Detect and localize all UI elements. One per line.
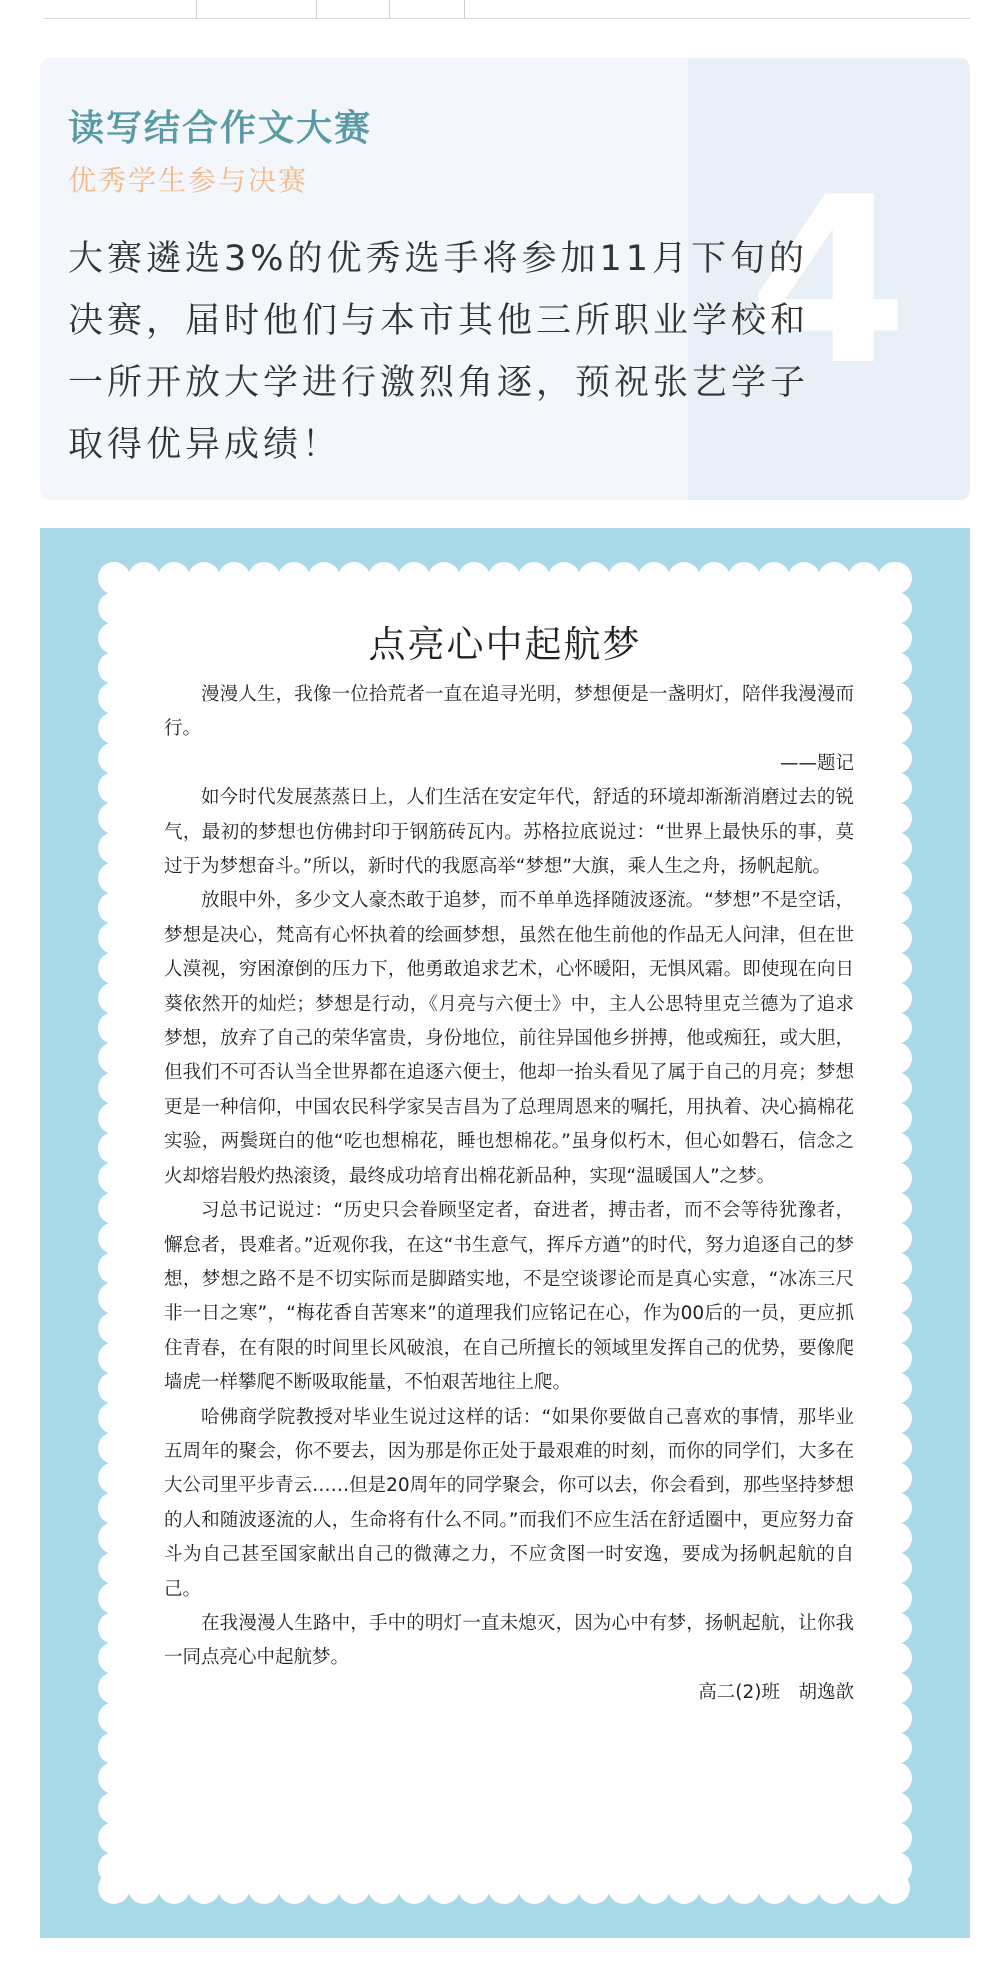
- essay-paragraph: 哈佛商学院教授对毕业生说过这样的话：“如果你要做自己喜欢的事情，那毕业五周年的聚会，你不要去，因为那是你正处于最艰难的时刻，而你的同学们，大多在大公司里平步青云……但是20周年的同学聚会，你可以去，你会看到，那些坚持梦想的人和随波逐流的人，生命将有什么不同。”而我们不应生活在舒适圈中，更应努力奋斗为自己甚至国家献出自己的微薄之力，不应贪图一时安逸，要成为扬帆起航的自己。: [164, 1406, 854, 1600]
- essay-body: [164, 678, 854, 1710]
- essay-paper: [124, 586, 886, 1880]
- top-table-edge: [44, 0, 970, 19]
- essay-paragraph: 放眼中外，多少文人豪杰敢于追梦，而不单单选择随波逐流。“梦想”不是空话，梦想是决心，梵高有心怀执着的绘画梦想，虽然在他生前他的作品无人问津，但在世人漠视，穷困潦倒的压力下，他勇敢追求艺术，心怀暖阳，无惧风霜。即使现在向日葵依然开的灿烂；梦想是行动，《月亮与六便士》中，主人公思特里克兰德为了追求梦想，放弃了自己的荣华富贵，身份地位，前往异国他乡拼搏，他或痴狂，或大胆，但我们不可否认当全世界都在追逐六便士，他却一抬头看见了属于自己的月亮；梦想更是一种信仰，中国农民科学家吴吉昌为了总理周恩来的嘱托，用执着、决心搞棉花实验，两鬓斑白的他“吃也想棉花，睡也想棉花。”虽身似朽木，但心如磐石，信念之火却熔岩般灼热滚烫，最终成功培育出棉花新品种，实现“温暖国人”之梦。: [164, 890, 854, 1187]
- section-4-card: [40, 58, 970, 500]
- section-number: 4: [747, 149, 908, 416]
- table-divider: [389, 0, 390, 18]
- essay-title: 点亮心中起航梦: [368, 623, 642, 666]
- essay-author: 高二(2)班 胡逸歆: [698, 1681, 854, 1703]
- essay-paragraph: 如今时代发展蒸蒸日上，人们生活在安定年代，舒适的环境却渐渐消磨过去的锐气，最初的梦想也仿佛封印于钢筋砖瓦内。苏格拉底说过：“世界上最快乐的事，莫过于为梦想奋斗。”所以，新时代的我愿高举“梦想”大旗，乘人生之舟，扬帆起航。: [164, 787, 854, 878]
- table-divider: [464, 0, 465, 18]
- table-divider: [316, 0, 317, 18]
- epigraph-sign: ——题记: [779, 752, 854, 774]
- epigraph: 漫漫人生，我像一位拾荒者一直在追寻光明，梦想便是一盏明灯，陪伴我漫漫而行。: [164, 684, 854, 740]
- table-divider: [196, 0, 197, 18]
- section-title: 读写结合作文大赛: [68, 108, 373, 149]
- section-body: 大赛遴选3%的优秀选手将参加11月下旬的决赛，届时他们与本市其他三所职业学校和一所开放大学进行激烈角逐，预祝张艺学子取得优异成绩！: [68, 239, 810, 465]
- essay-paragraph: 在我漫漫人生路中，手中的明灯一直未熄灭，因为心中有梦，扬帆起航，让你我一同点亮心中起航梦。: [164, 1612, 854, 1669]
- section-subtitle: 优秀学生参与决赛: [68, 164, 309, 197]
- essay-frame: [40, 528, 970, 1938]
- essay-paragraph: 习总书记说过：“历史只会眷顾坚定者，奋进者，搏击者，而不会等待犹豫者，懈怠者，畏难者。”近观你我，在这“书生意气，挥斥方遒”的时代，努力追逐自己的梦想，梦想之路不是不切实际而是脚踏实地，不是空谈谬论而是真心实意，“冰冻三尺非一日之寒”，“梅花香自苦寒来”的道理我们应铭记在心，作为00后的一员，更应抓住青春，在有限的时间里长风破浪，在自己所擅长的领域里发挥自己的优势，要像爬墙虎一样攀爬不断吸取能量，不怕艰苦地往上爬。: [164, 1200, 854, 1394]
